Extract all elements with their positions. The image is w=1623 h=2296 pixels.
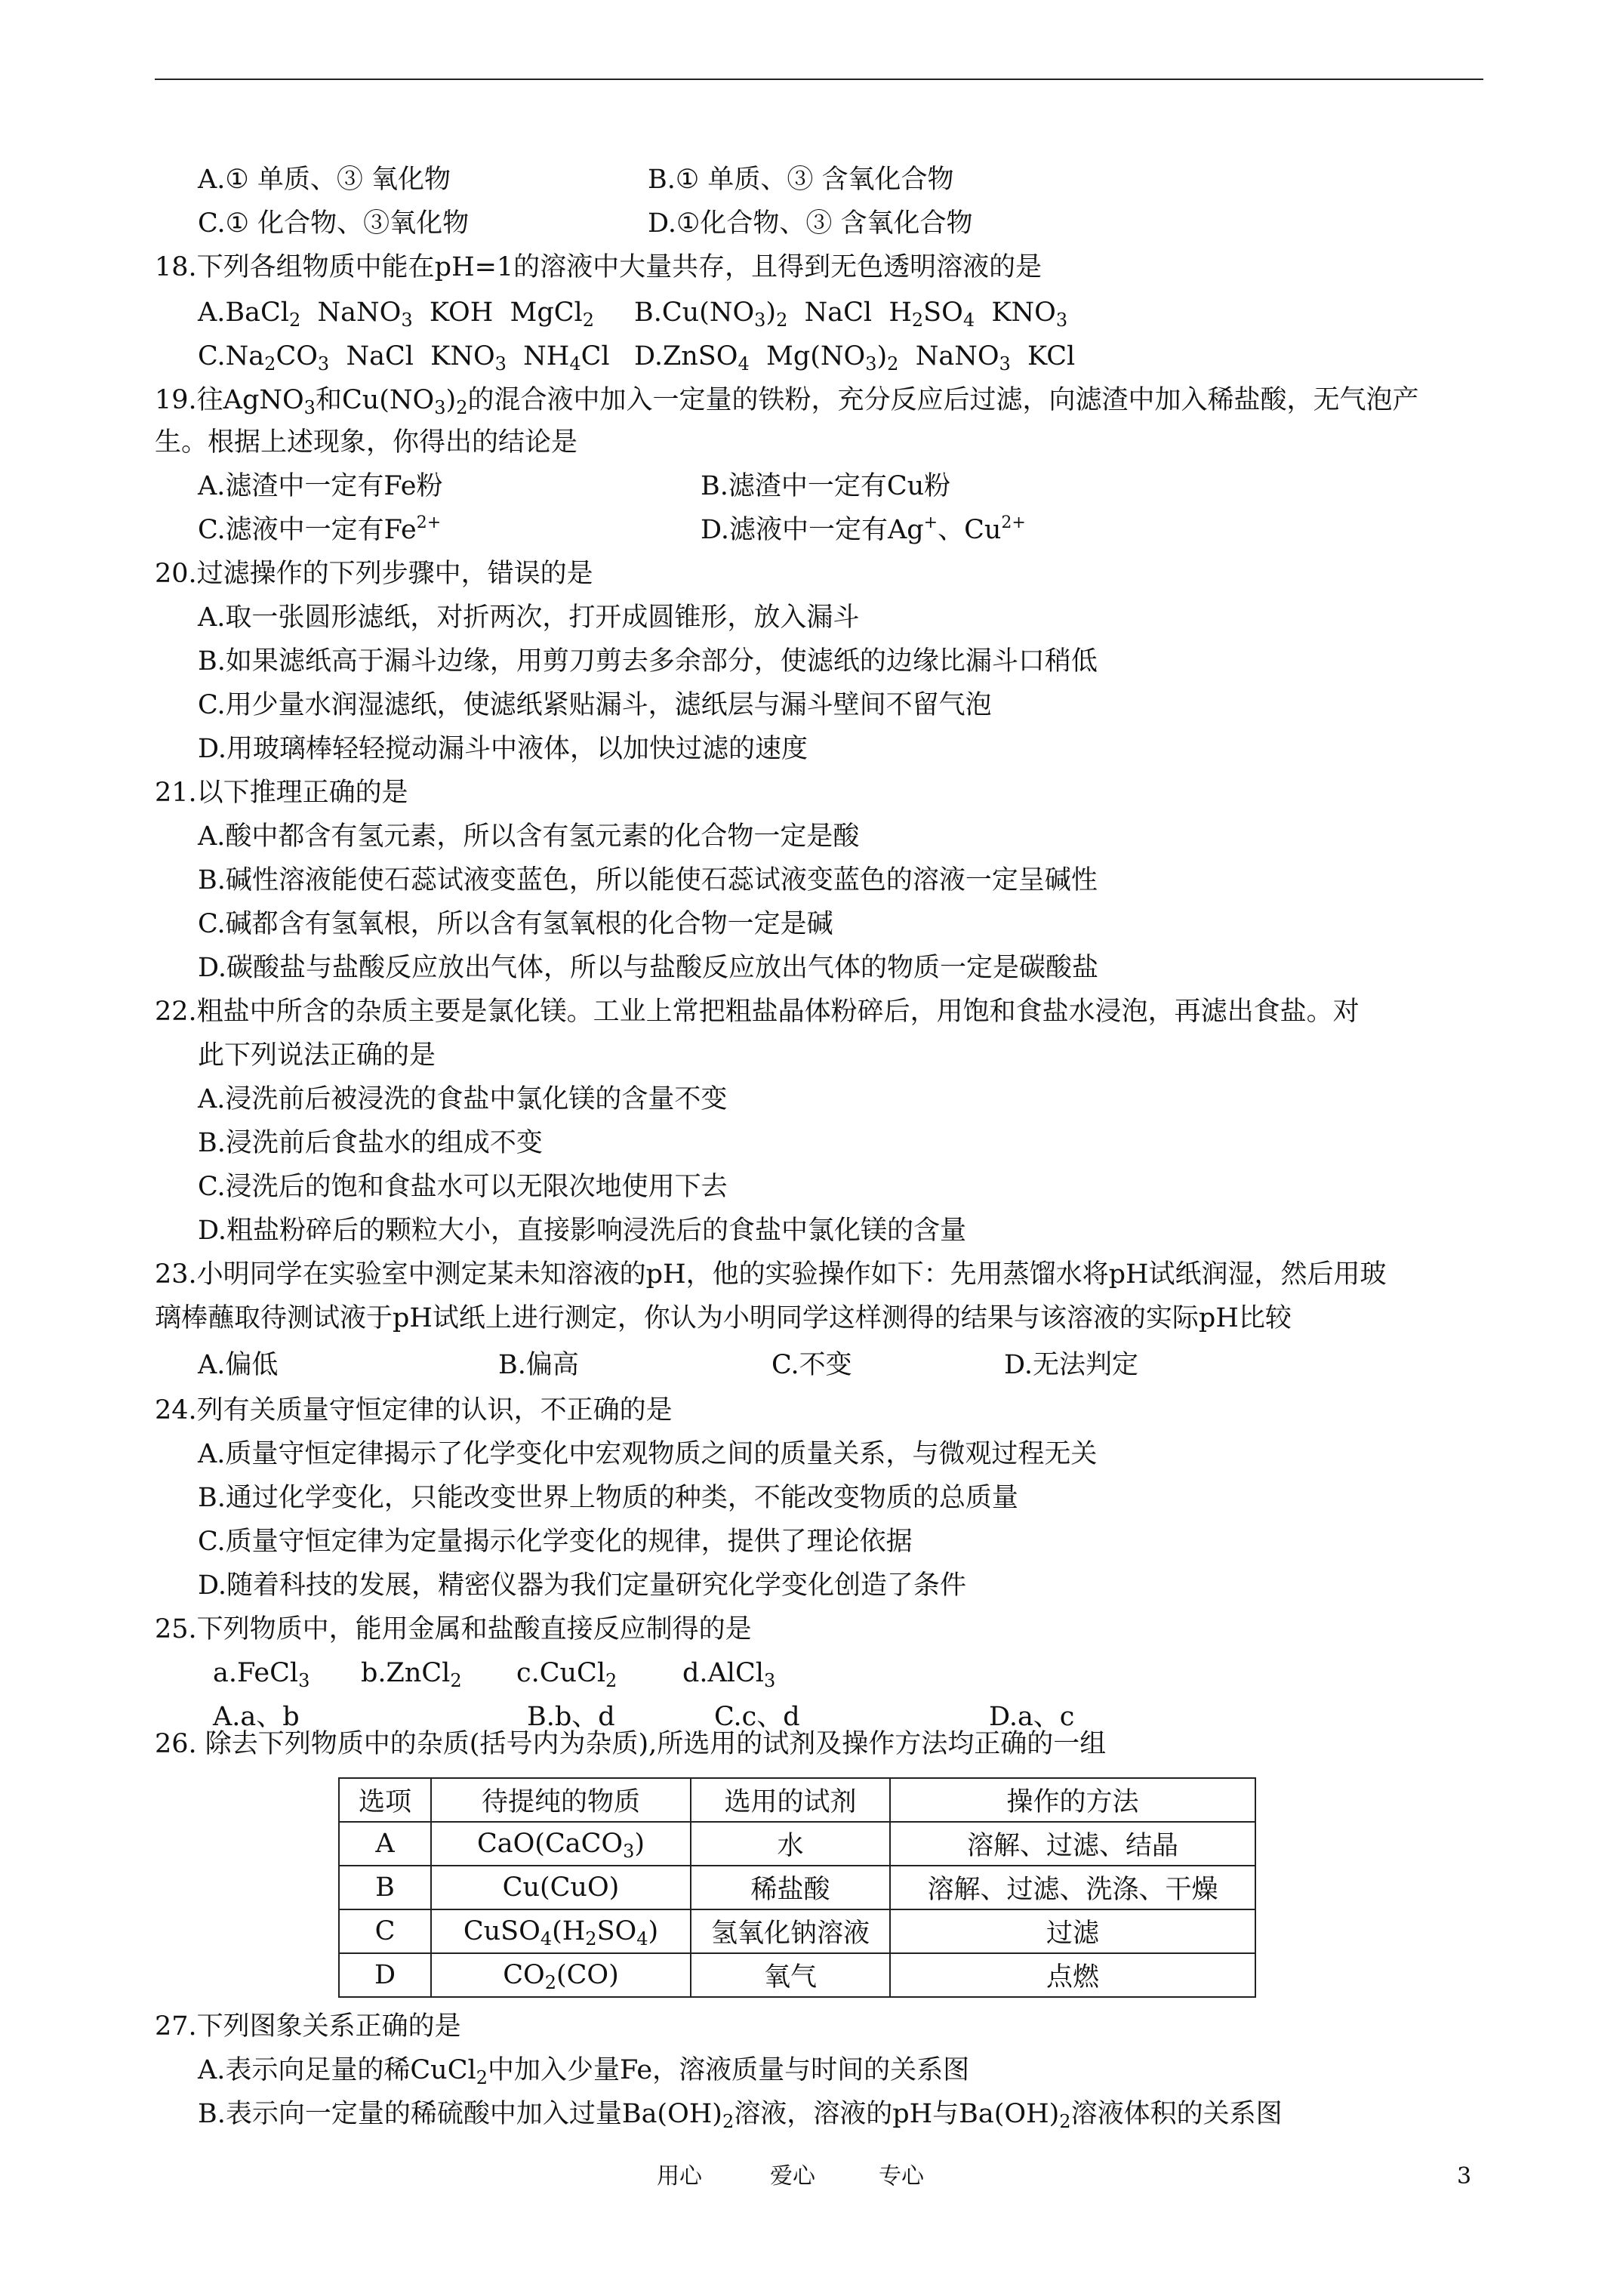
table-cell: $CuSO_4(H_2SO_4)$ [431,1909,691,1953]
q23-option-a: A.偏低 [198,1350,279,1380]
table-cell: 过滤 [890,1909,1255,1953]
q24-option-d: D.随着科技的发展，精密仪器为我们定量研究化学变化创造了条件 [198,1570,966,1601]
q24-option-b: B.通过化学变化，只能改变世界上物质的种类，不能改变物质的总质量 [198,1483,1018,1513]
table-row [339,1866,1255,1909]
q21-stem: 21.以下推理正确的是 [155,778,408,808]
footer-text-1: 用心 [657,2163,702,2190]
table-cell: D [339,1953,431,1997]
q24-option-c: C.质量守恒定律为定量揭示化学变化的规律，提供了理论依据 [198,1527,913,1557]
q23-stem-line1: 23.小明同学在实验室中测定某未知溶液的pH，他的实验操作如下：先用蒸馏水将pH试纸润湿，然后用玻 [155,1259,1387,1290]
table-header-cell: 选用的试剂 [691,1778,890,1822]
q25-option-b: B.b、d [527,1702,615,1732]
q21-option-a: A.酸中都含有氢元素，所以含有氢元素的化合物一定是酸 [198,821,860,852]
q21-option-d: D.碳酸盐与盐酸反应放出气体，所以与盐酸反应放出气体的物质一定是碳酸盐 [198,953,1098,983]
table-cell: 氧气 [691,1953,890,1997]
q20-option-c: C.用少量水润湿滤纸，使滤纸紧贴漏斗，滤纸层与漏斗壁间不留气泡 [198,690,992,720]
table-cell: C [339,1909,431,1953]
q22-stem-line1: 22.粗盐中所含的杂质主要是氯化镁。工业上常把粗盐晶体粉碎后，用饱和食盐水浸泡，再滤出食盐。对 [155,997,1360,1027]
table-row [339,1909,1255,1953]
table-cell: 溶解、过滤、结晶 [890,1822,1255,1866]
q22-option-c: C.浸洗后的饱和食盐水可以无限次地使用下去 [198,1172,728,1202]
footer-text-2: 爱心 [770,2163,815,2190]
header-rule [155,79,1483,80]
q24-option-a: A.质量守恒定律揭示了化学变化中宏观物质之间的质量关系，与微观过程无关 [198,1439,1098,1469]
q18-option-b: $B.Cu(NO_3)_2$ NaCl $H_2SO_4$ $KNO_3$ [634,297,1068,331]
q18-option-d: D.ZnSO$_4$ $Mg(NO_3)_2$ NaNO$_3$ KCl [634,341,1076,374]
table-cell: CaO(CaCO$_3$) [431,1822,691,1866]
q17-option-a: A.① 单质、③ 氧化物 [198,165,451,195]
q17-option-b: B.① 单质、③ 含氧化合物 [648,165,954,195]
q21-option-b: B.碱性溶液能使石蕊试液变蓝色，所以能使石蕊试液变蓝色的溶液一定呈碱性 [198,865,1098,895]
q17-option-c: C.① 化合物、③氧化物 [198,208,470,239]
q17-option-d: D.①化合物、③ 含氧化合物 [648,208,973,239]
q23-option-d: D.无法判定 [1004,1350,1138,1380]
q19-option-d: D.滤液中一定有Ag+、$Cu^{2+}$ [701,513,1026,545]
q25-option-d: D.a、c [989,1702,1075,1732]
q25-item-c: c.CuCl$_2$ [516,1658,617,1691]
q27-option-b: B.表示向一定量的稀硫酸中加入过量$Ba(OH)_2$溶液，溶液的pH与$Ba(OH)_2$溶液体积的关系图 [198,2099,1283,2132]
table-cell: 溶解、过滤、洗涤、干燥 [890,1866,1255,1909]
q25-option-a: A.a、b [213,1702,300,1732]
q22-option-d: D.粗盐粉碎后的颗粒大小，直接影响浸洗后的食盐中氯化镁的含量 [198,1216,966,1246]
q20-option-b: B.如果滤纸高于漏斗边缘，用剪刀剪去多余部分，使滤纸的边缘比漏斗口稍低 [198,646,1098,676]
q25-option-c: C.c、d [714,1702,800,1732]
q19-option-a: A.滤渣中一定有Fe粉 [198,471,443,501]
q23-option-b: B.偏高 [498,1350,579,1380]
q19-option-b: B.滤渣中一定有Cu粉 [701,471,951,501]
q20-option-d: D.用玻璃棒轻轻搅动漏斗中液体，以加快过滤的速度 [198,734,808,764]
table-cell: Cu(CuO) [431,1866,691,1909]
table-cell: 点燃 [890,1953,1255,1997]
q22-stem-line2: 此下列说法正确的是 [198,1040,436,1071]
table-cell: 水 [691,1822,890,1866]
table-row [339,1822,1255,1866]
table-cell: 氢氧化钠溶液 [691,1909,890,1953]
q19-option-c: C.滤液中一定有$Fe^{2+}$ [198,513,442,545]
q19-stem-line1: 19.往AgNO$_3$和$Cu(NO_3)_2$的混合液中加入一定量的铁粉，充分反应后过滤，向滤渣中加入稀盐酸，无气泡产 [155,385,1419,418]
q18-stem: 18.下列各组物质中能在pH=1的溶液中大量共存，且得到无色透明溶液的是 [155,252,1042,282]
q25-item-d: d.AlCl$_3$ [682,1658,776,1691]
q21-option-c: C.碱都含有氢氧根，所以含有氢氧根的化合物一定是碱 [198,909,833,939]
q25-item-b: b.ZnCl$_2$ [361,1658,462,1691]
q22-option-b: B.浸洗前后食盐水的组成不变 [198,1128,543,1158]
page-number: 3 [1457,2163,1472,2190]
footer-text-3: 专心 [879,2163,924,2190]
q20-option-a: A.取一张圆形滤纸，对折两次，打开成圆锥形，放入漏斗 [198,603,860,633]
q18-option-c: $C.Na_2CO_3$ NaCl $KNO_3$ $NH_4Cl$ [198,341,610,374]
table-row [339,1953,1255,1997]
q27-option-a: A.表示向足量的稀CuCl$_2$中加入少量Fe，溶液质量与时间的关系图 [198,2055,970,2088]
table-header-cell: 操作的方法 [890,1778,1255,1822]
q25-stem: 25.下列物质中，能用金属和盐酸直接反应制得的是 [155,1614,752,1644]
table-cell: 稀盐酸 [691,1866,890,1909]
table-cell: $CO_2(CO)$ [431,1953,691,1997]
q24-stem: 24.列有关质量守恒定律的认识，不正确的是 [155,1395,673,1425]
table-cell: A [339,1822,431,1866]
table-header-row [339,1778,1255,1822]
table-header-cell: 选项 [339,1778,431,1822]
q26-stem: 26. 除去下列物质中的杂质(括号内为杂质),所选用的试剂及操作方法均正确的一组 [155,1729,1107,1759]
table-header-cell: 待提纯的物质 [431,1778,691,1822]
q26-table [338,1777,1256,1998]
q27-stem: 27.下列图象关系正确的是 [155,2011,461,2042]
table-cell: B [339,1866,431,1909]
q22-option-a: A.浸洗前后被浸洗的食盐中氯化镁的含量不变 [198,1084,728,1114]
q23-stem-line2: 璃棒蘸取待测试液于pH试纸上进行测定，你认为小明同学这样测得的结果与该溶液的实际pH比较 [155,1303,1292,1333]
q23-option-c: C.不变 [771,1350,852,1380]
q25-item-a: a.FeCl$_3$ [213,1658,310,1691]
q19-stem-line2: 生。根据上述现象，你得出的结论是 [155,427,578,458]
q18-option-a: A.BaCl$_2$ NaNO$_3$ KOH MgCl$_2$ [198,297,595,331]
q20-stem: 20.过滤操作的下列步骤中，错误的是 [155,559,593,589]
